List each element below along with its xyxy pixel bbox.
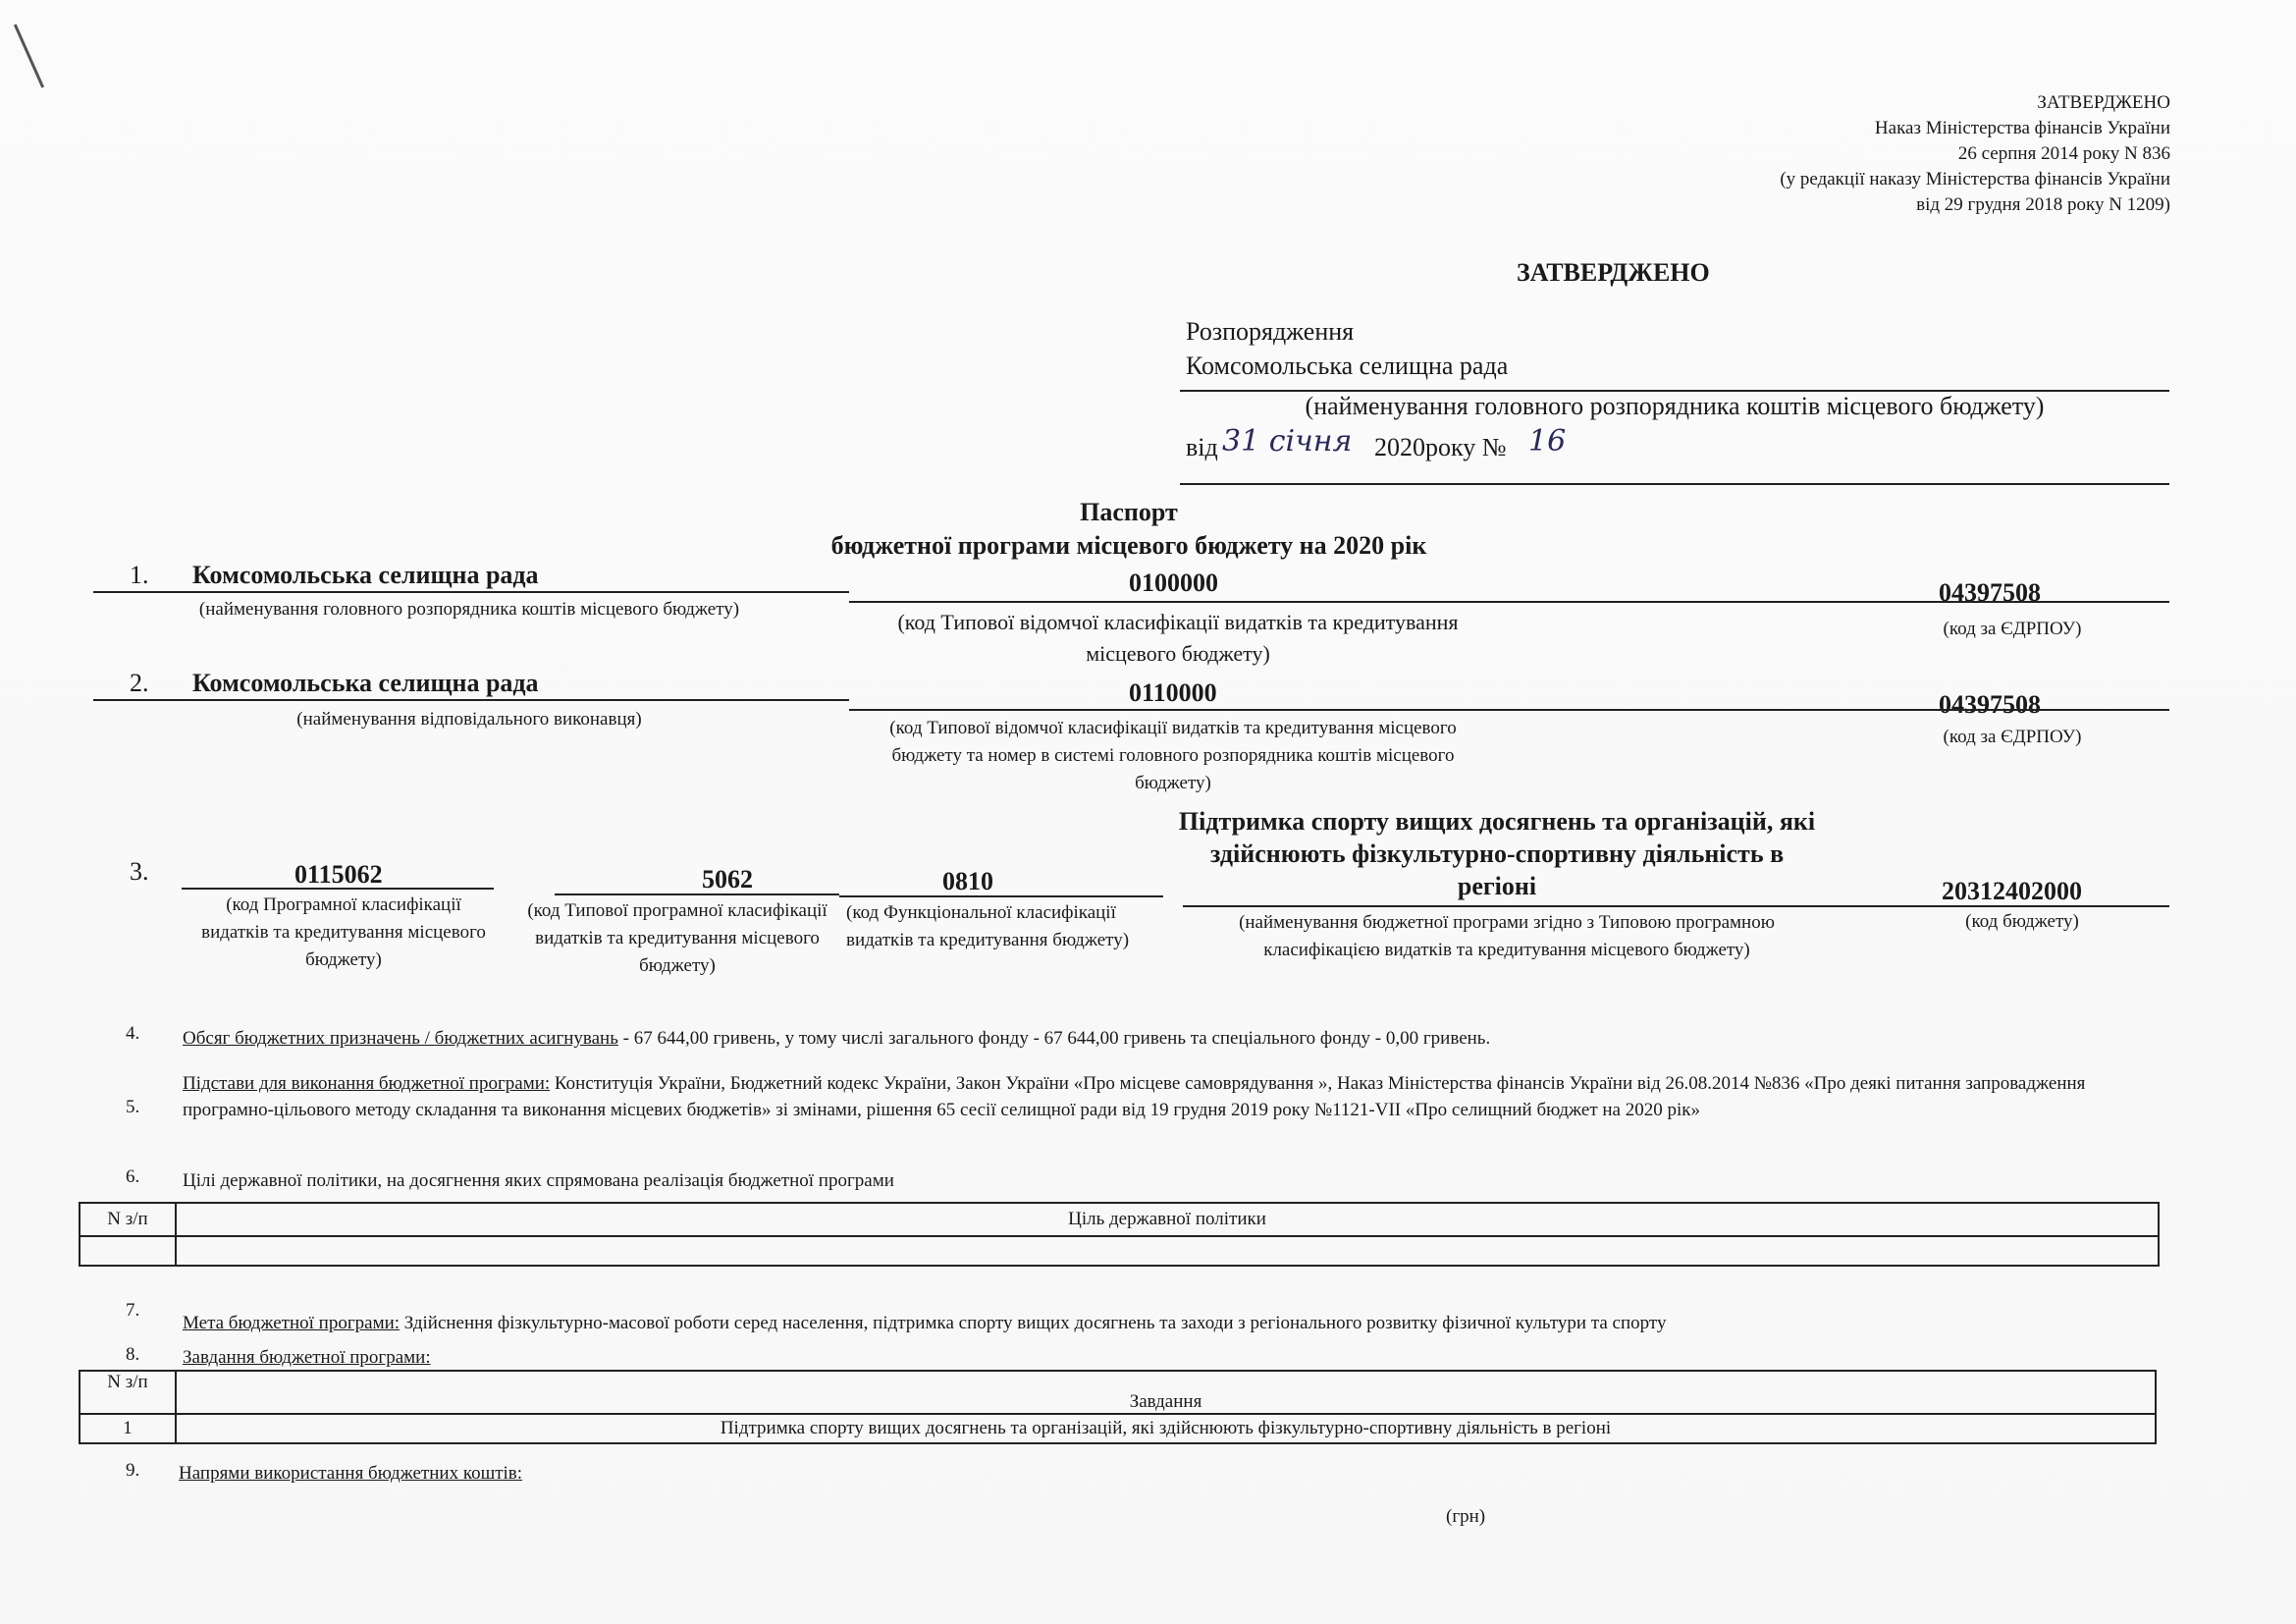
- item5-num: 5.: [126, 1097, 140, 1117]
- item8-num: 8.: [126, 1344, 140, 1365]
- row1-name-caption: (найменування головного розпорядника коштів місцевого бюджету): [198, 599, 740, 620]
- tasks-table: [79, 1370, 2157, 1444]
- approved-org: Комсомольська селищна рада: [1186, 352, 1509, 380]
- row3-program-name-caption: (найменування бюджетної програми згідно з Типовою програмною класифікацією видатків та кредитування місцевого бюджету): [1239, 912, 1775, 960]
- approved-number-handwritten: 16: [1528, 424, 1567, 459]
- row1-code: 0100000: [1129, 568, 1218, 597]
- item6-text: Цілі державної політики, на досягнення яких спрямована реалізація бюджетної програми: [183, 1170, 894, 1191]
- item7-num: 7.: [126, 1300, 140, 1321]
- row3-program-name: Підтримка спорту вищих досягнень та організацій, які здійснюють фізкультурно-спортивну діяльність в регіоні: [1178, 807, 1816, 900]
- item4-text: - 67 644,00 гривень, у тому числі загального фонду - 67 644,00 гривень та спеціального фонду - 0,00 гривень.: [617, 1028, 1491, 1049]
- row2-num: 2.: [130, 669, 149, 697]
- approval-stamp-line: від 29 грудня 2018 року N 1209): [1916, 194, 2170, 215]
- row3-budget-caption: (код бюджету): [1965, 911, 2079, 932]
- row3-program-caption: (код Програмної класифікації видатків та кредитування місцевого бюджету): [201, 894, 486, 970]
- approval-stamp-line: 26 серпня 2014 року N 836: [1957, 143, 2170, 164]
- item7-label: Мета бюджетної програми:: [183, 1313, 400, 1333]
- row1-edrpou: 04397508: [1939, 578, 2041, 607]
- row3-num: 3.: [130, 857, 149, 886]
- approved-date-prefix: від: [1186, 433, 1218, 461]
- approved-title: ЗАТВЕРДЖЕНО: [1517, 258, 1710, 287]
- row3-program-code: 0115062: [294, 860, 383, 889]
- scan-mark: [14, 24, 44, 87]
- approval-stamp: [1483, 90, 2170, 218]
- approved-date-underline: [1180, 483, 2169, 485]
- row1-underline-code: [849, 601, 2169, 603]
- policy-goals-table: [79, 1202, 2160, 1267]
- row2-underline-code: [849, 709, 2169, 711]
- row3-func-code: 0810: [942, 867, 993, 895]
- approved-org-caption: (найменування головного розпорядника коштів місцевого бюджету): [1305, 392, 2045, 420]
- row2-code: 0110000: [1129, 678, 1217, 707]
- passport-title: Паспорт: [1080, 498, 1178, 526]
- tasks-table-row-num: 1: [80, 1414, 176, 1443]
- approved-year: 2020року №: [1374, 433, 1507, 461]
- row3-underline-typical: [555, 893, 839, 895]
- approved-doc-type: Розпорядження: [1186, 317, 1355, 346]
- row2-edrpou-caption: (код за ЄДРПОУ): [1943, 727, 2082, 747]
- item4-text-block: [183, 1026, 2175, 1051]
- row2-name: Комсомольська селищна рада: [192, 669, 539, 697]
- approval-stamp-title: ЗАТВЕРДЖЕНО: [2037, 92, 2170, 113]
- row3-underline-name: [1183, 905, 2169, 907]
- row3-typical-code: 5062: [702, 865, 753, 893]
- approved-date-handwritten: 31 січня: [1222, 424, 1353, 459]
- approval-stamp-line: Наказ Міністерства фінансів України: [1874, 118, 2170, 138]
- row3-typical-caption: (код Типової програмної класифікації видатків та кредитування місцевого бюджету): [527, 900, 828, 976]
- item7-text: Здійснення фізкультурно-масової роботи серед населення, підтримка спорту вищих досягнень та заходи з регіонального розвитку фізичної культури та спорту: [400, 1313, 1667, 1333]
- row3-underline-func: [839, 895, 1163, 897]
- row2-code-caption: (код Типової відомчої класифікації видатків та кредитування місцевого бюджету та номер в системі головного розпорядника коштів місцевого бюджету): [889, 718, 1457, 793]
- policy-table-header-goal: Ціль державної політики: [176, 1203, 2159, 1236]
- row2-edrpou: 04397508: [1939, 690, 2041, 719]
- row1-edrpou-caption: (код за ЄДРПОУ): [1943, 619, 2082, 639]
- row1-underline: [93, 591, 849, 593]
- passport-subtitle: бюджетної програми місцевого бюджету на 2020 рік: [830, 531, 1427, 560]
- row3-underline-program: [182, 888, 494, 890]
- tasks-table-header-task: Завдання: [176, 1371, 2156, 1414]
- item4-num: 4.: [126, 1023, 140, 1044]
- row1-code-caption: (код Типової відомчої класифікації видатків та кредитування місцевого бюджету): [897, 610, 1459, 666]
- item9-label: Напрями використання бюджетних коштів:: [179, 1463, 523, 1484]
- policy-table-empty-cell: [80, 1236, 176, 1266]
- row3-func-caption: (код Функціональної класифікації видатків та кредитування бюджету): [846, 902, 1130, 950]
- row1-num: 1.: [130, 561, 149, 589]
- tasks-table-row-task: Підтримка спорту вищих досягнень та організацій, які здійснюють фізкультурно-спортивну діяльність в регіоні: [176, 1414, 2156, 1443]
- item9-num: 9.: [126, 1460, 140, 1481]
- row1-name: Комсомольська селищна рада: [192, 561, 539, 589]
- policy-table-empty-cell: [176, 1236, 2159, 1266]
- item5-text: Конституція України, Бюджетний кодекс України, Закон України «Про місцеве самоврядування », Наказ Міністерства фінансів України від 26.08.2014 №836 «Про деякі питання запровадження програмно-цільового методу складання та виконання місцевих бюджетів» зі змінами, рішення 65 сесії селищної ради від 19 грудня 2019 року №1121-VII «Про селищний бюджет на 2020 рік»: [183, 1073, 2086, 1120]
- approval-stamp-line: (у редакції наказу Міністерства фінансів України: [1780, 169, 2170, 189]
- row2-underline: [93, 699, 849, 701]
- item8-label: Завдання бюджетної програми:: [183, 1347, 431, 1368]
- item5-text-block: [183, 1070, 2175, 1123]
- tasks-table-header-num: N з/п: [80, 1371, 176, 1414]
- row3-budget-code: 20312402000: [1942, 877, 2082, 905]
- item9-unit: (грн): [1446, 1506, 1486, 1527]
- item5-label: Підстави для виконання бюджетної програми:: [183, 1073, 551, 1094]
- policy-table-header-num: N з/п: [80, 1203, 176, 1236]
- item6-num: 6.: [126, 1166, 140, 1187]
- item4-label: Обсяг бюджетних призначень / бюджетних асигнувань: [183, 1028, 618, 1049]
- item7-text-block: [183, 1311, 2175, 1335]
- row2-name-caption: (найменування відповідального виконавця): [296, 709, 642, 730]
